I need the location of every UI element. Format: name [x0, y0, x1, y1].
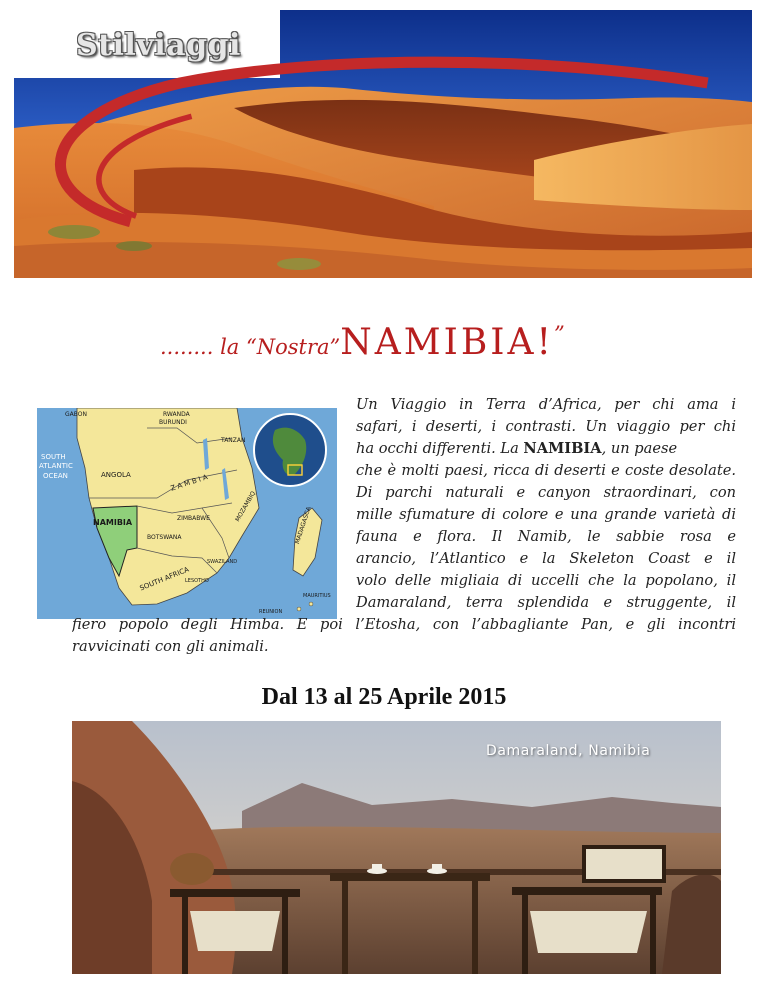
intro-line [356, 438, 736, 460]
intro-line: Di parchi naturali e canyon straordinari, con [356, 484, 736, 501]
map-label-zambia: Z A M B I A [169, 473, 209, 493]
map-label-gabon: GABON [65, 411, 87, 418]
map-label-mauritius: MAURITIUS [303, 593, 331, 599]
page-title [160, 322, 565, 372]
map-label-ocean-3: OCEAN [43, 472, 68, 480]
map-label-burundi: BURUNDI [159, 419, 187, 426]
intro-line: Un Viaggio in Terra d’Africa, per chi ama i [356, 396, 736, 413]
map-label-south-africa: SOUTH AFRICA [138, 565, 191, 593]
intro-line: Damaraland, terra splendida e struggente, il [356, 594, 736, 611]
header-desert-photo [14, 10, 752, 278]
map-label-ocean-2: ATLANTIC [39, 462, 73, 470]
map-label-swaziland: SWAZILAND [207, 559, 238, 565]
intro-line: ravvicinati con gli animali. [72, 638, 269, 655]
logo [14, 10, 280, 78]
map-label-reunion: REUNION [259, 609, 283, 615]
damaraland-photo [72, 721, 721, 974]
intro-line: safari, i deserti, i contrasti. Un viaggio per chi [356, 418, 736, 435]
title-prefix: ........ la “Nostra” [160, 335, 341, 359]
map-label-tanzania: TANZAN [221, 437, 246, 444]
title-namibia: NAMIBIA! [340, 322, 554, 363]
map-label-lesotho: LESOTHO [185, 578, 209, 584]
map-label-ocean-1: SOUTH [41, 453, 66, 461]
map-label-zimbabwe: ZIMBABWE [177, 515, 210, 522]
map-label-angola: ANGOLA [101, 471, 131, 479]
intro-line: mille sfumature di colore e una grande varietà di [356, 506, 736, 523]
map-label-namibia: NAMIBIA [93, 518, 133, 527]
map-label-rwanda: RWANDA [163, 411, 190, 418]
intro-text: ha occhi differenti. La [356, 440, 519, 457]
logo-text: Stilviaggi [76, 28, 241, 63]
map-label-botswana: BOTSWANA [147, 534, 182, 541]
intro-namibia-bold: NAMIBIA [523, 440, 602, 457]
intro-line: che è molti paesi, ricca di deserti e coste desolate. [356, 462, 736, 479]
map-graphic [37, 408, 337, 619]
intro-line: arancio, l’Atlantico e la Skeleton Coast e il [356, 550, 736, 567]
title-suffix: ” [554, 322, 565, 346]
photo-caption: Damaraland, Namibia [486, 743, 651, 759]
intro-line: fauna e flora. Il Namib, le sabbie rosa e [356, 528, 736, 545]
intro-line: fiero popolo degli Himba. E poi l’Etosha, con l’abbagliante Pan, e gli incontri [72, 616, 736, 633]
map-label-madagascar: MADAGASCA [294, 505, 313, 545]
intro-text: , un paese [601, 440, 678, 457]
southern-africa-map [37, 408, 337, 619]
intro-line: volo delle migliaia di uccelli che la popolano, il [356, 572, 736, 589]
map-label-mozambique: MOZAMBIQ [234, 490, 258, 523]
trip-dates: Dal 13 al 25 Aprile 2015 [261, 684, 507, 710]
